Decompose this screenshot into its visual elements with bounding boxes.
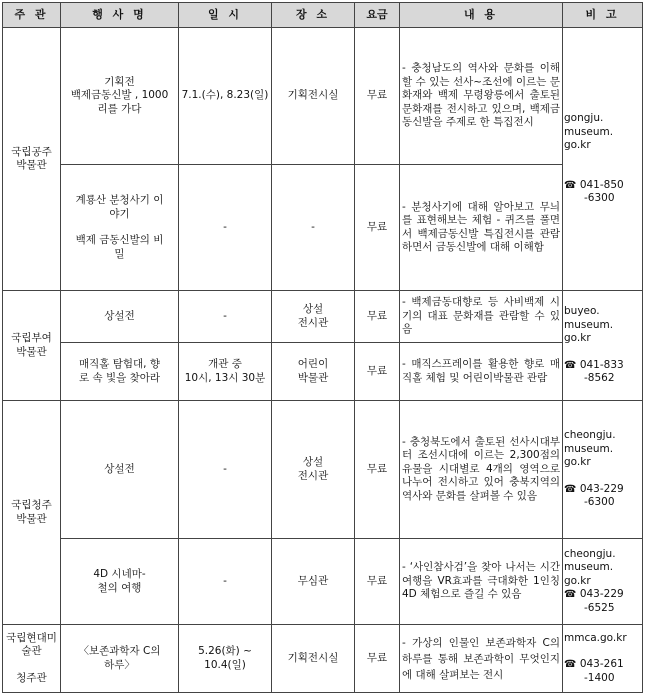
event-content: - 분청사기에 대해 알아보고 무늬를 표현해보는 체험 - 퀴즈를 풀면서 백제금동신발 특집전시를 관람하면서 금동신발에 대해 이해함 bbox=[400, 165, 563, 291]
event-date: 5.26(화) ~ bbox=[198, 645, 252, 657]
event-date: 개관 중 bbox=[208, 358, 242, 370]
event-title-cell bbox=[61, 291, 179, 343]
event-date-cell bbox=[179, 343, 272, 401]
event-title-cell bbox=[61, 165, 179, 291]
note-phone: -6300 bbox=[584, 496, 615, 509]
organizer-cell bbox=[3, 625, 61, 693]
event-fee-cell bbox=[355, 291, 400, 343]
event-content: - 충청북도에서 출토된 선사시대부터 조선시대에 이르는 2,300점의 유물을 시대별로 4개의 영역으로 나누어 전시하고 있어 충북지역의 역사와 문화를 살펴볼 수 있음 bbox=[400, 401, 563, 539]
event-title-line: 4D 시네마- bbox=[93, 568, 146, 580]
event-date-cell bbox=[179, 539, 272, 625]
event-title-line: 계룡산 분청사기 이 bbox=[75, 194, 164, 206]
organizer-name: 청주관 bbox=[16, 671, 47, 684]
phone-icon: ☎ bbox=[564, 179, 577, 191]
event-date-cell bbox=[179, 291, 272, 343]
note-cell bbox=[563, 401, 643, 539]
table-row bbox=[3, 539, 643, 625]
event-date: 7.1.(수), 8.23(일) bbox=[181, 89, 269, 102]
note-cell bbox=[563, 625, 643, 693]
phone-icon: ☎ bbox=[564, 483, 577, 495]
event-place-cell bbox=[272, 539, 355, 625]
note-phone: 041-833 bbox=[579, 358, 624, 371]
organizer-name: 국립공주박물관 bbox=[11, 145, 52, 171]
event-place-cell bbox=[272, 343, 355, 401]
event-date: - bbox=[223, 462, 227, 475]
event-date: - bbox=[223, 309, 227, 322]
event-title-line: 상설전 bbox=[104, 309, 135, 322]
event-place: 무심관 bbox=[297, 574, 329, 587]
event-title-line: 백제금동신발 , 1000 bbox=[70, 89, 169, 102]
phone-icon: ☎ bbox=[564, 589, 577, 601]
event-content: - ‘사인참사검’을 찾아 나서는 시간여행을 VR효과를 극대화한 1인칭 4D 체험으로 즐길 수 있음 bbox=[400, 539, 563, 625]
header-fee: 요금 bbox=[355, 3, 400, 28]
note-website: cheongju. bbox=[564, 429, 616, 442]
event-date-cell bbox=[179, 625, 272, 693]
event-fee: 무료 bbox=[366, 309, 388, 322]
note-website: go.kr bbox=[564, 456, 591, 469]
note-website: museum. bbox=[564, 561, 614, 574]
note-website: museum. bbox=[564, 442, 614, 455]
note-phone: -6525 bbox=[584, 601, 615, 614]
table-row bbox=[3, 291, 643, 343]
organizer-cell bbox=[3, 291, 61, 401]
phone-icon: ☎ bbox=[564, 659, 577, 671]
note-website: go.kr bbox=[564, 332, 591, 345]
event-title-line: 백제 금동신발의 비 bbox=[75, 234, 164, 246]
event-place-cell bbox=[272, 165, 355, 291]
table-row bbox=[3, 343, 643, 401]
organizer-name: 국립현대미 bbox=[6, 631, 57, 644]
event-date: 10.4(일) bbox=[204, 658, 246, 671]
event-fee-cell bbox=[355, 28, 400, 165]
event-fee: 무료 bbox=[366, 220, 388, 233]
event-fee: 무료 bbox=[366, 574, 388, 587]
event-fee-cell bbox=[355, 343, 400, 401]
table-header-row bbox=[3, 3, 643, 28]
header-place: 장 소 bbox=[272, 3, 355, 28]
organizer-cell bbox=[3, 28, 61, 291]
event-title-cell bbox=[61, 625, 179, 693]
event-fee: 무료 bbox=[366, 364, 388, 377]
event-schedule-table bbox=[2, 2, 643, 693]
note-cell bbox=[563, 291, 643, 401]
event-title-cell bbox=[61, 343, 179, 401]
organizer-name: 국립부여박물관 bbox=[11, 332, 52, 358]
note-website: gongju. bbox=[564, 112, 604, 125]
event-title-cell bbox=[61, 539, 179, 625]
header-note: 비 고 bbox=[563, 3, 643, 28]
note-website: mmca.go.kr bbox=[564, 631, 627, 644]
event-fee: 무료 bbox=[366, 651, 388, 664]
event-date: - bbox=[223, 574, 227, 587]
table-row bbox=[3, 401, 643, 539]
note-website: museum. bbox=[564, 318, 614, 331]
event-place-cell bbox=[272, 291, 355, 343]
event-place-cell bbox=[272, 28, 355, 165]
header-organizer: 주 관 bbox=[3, 3, 61, 28]
event-title-line: 기획전 bbox=[104, 75, 135, 88]
event-title-line: 매직홀 탐험대, 향 bbox=[78, 358, 160, 370]
event-title-line: 상설전 bbox=[104, 462, 135, 475]
event-fee-cell bbox=[355, 165, 400, 291]
event-place-cell bbox=[272, 625, 355, 693]
event-place: 어린이 bbox=[297, 358, 329, 370]
note-phone: -8562 bbox=[584, 372, 615, 385]
note-phone: -1400 bbox=[584, 671, 615, 684]
event-content: - 충청남도의 역사와 문화를 이해할 수 있는 선사~조선에 이르는 문화재와 백제 무령왕릉에서 출토된 문화재를 전시하고 있으며, 백제금동신발을 주제로 한 특집전시 bbox=[400, 28, 563, 165]
header-content: 내 용 bbox=[400, 3, 563, 28]
event-content: - 가상의 인물인 보존과학자 C의 하루를 통해 보존과학이 무엇인지에 대해 살펴보는 전시 bbox=[400, 625, 563, 693]
event-fee: 무료 bbox=[366, 462, 388, 475]
event-title-line: 철의 여행 bbox=[97, 581, 142, 594]
note-phone: 043-229 bbox=[579, 588, 624, 601]
event-date: - bbox=[223, 220, 227, 233]
note-phone: 043-229 bbox=[579, 482, 624, 495]
organizer-name: 국립청주박물관 bbox=[11, 499, 52, 525]
header-datetime: 일 시 bbox=[179, 3, 272, 28]
event-place: - bbox=[311, 220, 315, 233]
note-cell bbox=[563, 539, 643, 625]
event-place: 기획전시실 bbox=[287, 89, 339, 102]
event-title-cell bbox=[61, 401, 179, 539]
note-phone: 043-261 bbox=[579, 658, 624, 671]
note-website: go.kr bbox=[564, 139, 591, 152]
organizer-cell bbox=[3, 401, 61, 625]
event-place: 상설 bbox=[302, 456, 324, 468]
event-date-cell bbox=[179, 165, 272, 291]
event-place: 박물관 bbox=[297, 371, 329, 384]
event-date-cell bbox=[179, 28, 272, 165]
event-title-line: 리를 가다 bbox=[97, 102, 142, 115]
event-date-cell bbox=[179, 401, 272, 539]
event-place: 상설 bbox=[302, 303, 324, 315]
event-content: - 매직스프레이를 활용한 향로 매직홀 체험 및 어린이박물관 관람 bbox=[400, 343, 563, 401]
event-title-line: 〈보존과학자 C의 bbox=[78, 645, 161, 657]
note-website: museum. bbox=[564, 125, 614, 138]
note-phone: -6300 bbox=[584, 192, 615, 205]
event-fee-cell bbox=[355, 401, 400, 539]
table-row bbox=[3, 625, 643, 693]
organizer-name: 술관 bbox=[21, 645, 42, 658]
table-row bbox=[3, 28, 643, 165]
event-title-line: 야기 bbox=[109, 207, 130, 220]
event-place: 기획전시실 bbox=[287, 651, 339, 664]
event-place: 전시관 bbox=[297, 469, 329, 482]
event-fee-cell bbox=[355, 539, 400, 625]
event-content: - 백제금동대향로 등 사비백제 시기의 대표 문화재를 관람할 수 있음 bbox=[400, 291, 563, 343]
table-row bbox=[3, 165, 643, 291]
event-title-line: 밀 bbox=[114, 247, 125, 260]
event-title-line: 로 속 빛을 찾아라 bbox=[78, 371, 160, 384]
note-website: cheongju. bbox=[564, 547, 616, 560]
event-title-cell bbox=[61, 28, 179, 165]
event-date: 10시, 13시 30분 bbox=[184, 371, 266, 384]
note-website: go.kr bbox=[564, 574, 591, 587]
event-place: 전시관 bbox=[297, 316, 329, 329]
event-fee-cell bbox=[355, 625, 400, 693]
event-place-cell bbox=[272, 401, 355, 539]
note-phone: 041-850 bbox=[579, 178, 624, 191]
note-cell bbox=[563, 28, 643, 291]
phone-icon: ☎ bbox=[564, 359, 577, 371]
note-website: buyeo. bbox=[564, 305, 600, 318]
event-title-line: 하루〉 bbox=[104, 658, 135, 671]
header-event-name: 행 사 명 bbox=[61, 3, 179, 28]
event-fee: 무료 bbox=[366, 89, 388, 102]
